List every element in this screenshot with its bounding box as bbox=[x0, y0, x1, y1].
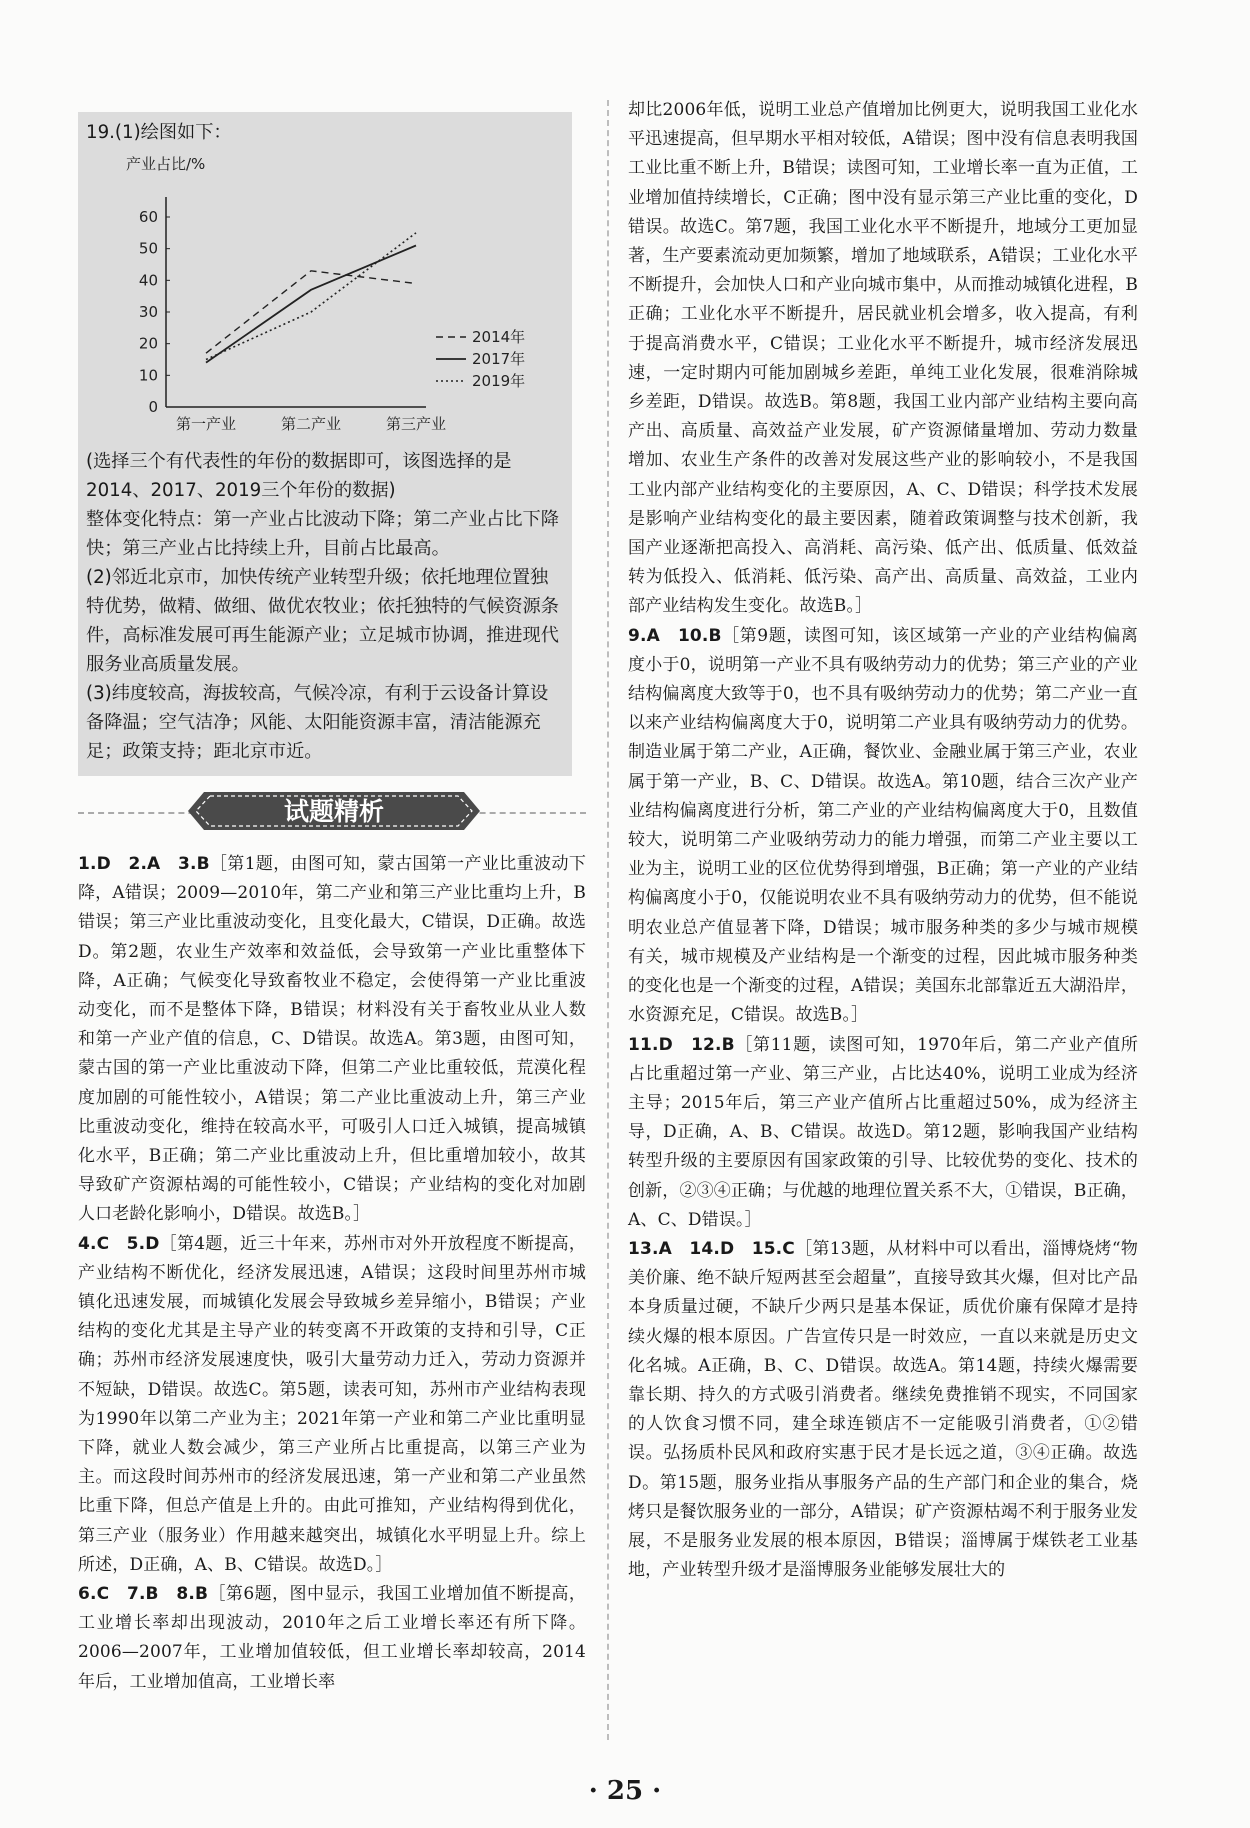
analysis-item bbox=[78, 1230, 586, 1580]
answer-19-trend: 整体变化特点：第一产业占比波动下降；第二产业占比下降快；第三产业占比持续上升，目前占比最高。 bbox=[86, 509, 559, 559]
legend-label: 2014年 bbox=[472, 328, 526, 346]
y-tick-label: 50 bbox=[138, 239, 158, 258]
x-tick-label: 第二产业 bbox=[280, 415, 342, 433]
analysis-text: ［第11题，读图可知，1970年后，第二产业产值所占比重超过第一产业、第三产业，占比达40%，说明工业成为经济主导；2015年后，第三产业产值所占比重超过50%，成为经济主导，D正确，A、B、C错误。故选D。第12题，影响我国产业结构转型升级的主要原因有国家政策的引导、比较优势的变化、技术的创新，②③④正确；与优越的地理位置关系不大，①错误，B正确，A、C、D错误。］ bbox=[628, 1034, 1138, 1230]
right-column bbox=[628, 96, 1138, 1585]
y-tick-label: 40 bbox=[138, 271, 158, 290]
x-tick-label: 第一产业 bbox=[175, 415, 237, 433]
answer-19-part2: (2)邻近北京市，加快传统产业转型升级；依托地理位置独特优势，做精、做细、做优农牧业；依托独特的气候资源条件，高标准发展可再生能源产业；立足城市协调，推进现代服务业高质量发展。 bbox=[86, 567, 559, 675]
answer-19-note: (选择三个有代表性的年份的数据即可，该图选择的是2014、2017、2019三个年份的数据) bbox=[86, 451, 512, 501]
analysis-item bbox=[78, 1580, 586, 1697]
analysis-text: 却比2006年低，说明工业总产值增加比例更大，说明我国工业化水平迅速提高，但早期水平相对较低，A错误；图中没有信息表明我国工业比重不断上升，B错误；读图可知，工业增长率一直为正值，工业增加值持续增长，C正确；图中没有显示第三产业比重的变化，D错误。故选C。第7题，我国工业化水平不断提升，地域分工更加显著，生产要素流动更加频繁，增加了地域联系，A错误；工业化水平不断提升，会加快人口和产业向城市集中，从而推动城镇化进程，B正确；工业化水平不断提升，居民就业机会增多，收入提高，有利于提高消费水平，C错误；工业化水平不断提升，城市经济发展迅速，一定时期内可能加剧城乡差距，单纯工业化发展，很难消除城乡差距，D错误。故选B。第8题，我国工业内部产业结构主要向高产出、高质量、高效益产业发展，矿产资源储量增加、劳动力数量增加、农业生产条件的改善对发展这些产业的影响较小，不是我国工业内部产业结构变化的主要原因，A、C、D错误；科学技术发展是影响产业结构变化的最主要因素，随着政策调整与技术创新，我国产业逐渐把高投入、高消耗、高污染、低产出、低质量、低效益转为低投入、低消耗、低污染、高产出、高质量、高效益，工业内部产业结构发生变化。故选B。］ bbox=[628, 100, 1138, 617]
series-line-2017年 bbox=[206, 246, 416, 363]
answer-19-heading: 19.(1)绘图如下： bbox=[86, 122, 232, 143]
answer-key: 9.A 10.B bbox=[628, 625, 722, 646]
analysis-item bbox=[628, 1235, 1138, 1585]
analysis-item bbox=[628, 622, 1138, 1031]
legend-label: 2017年 bbox=[472, 350, 526, 368]
analysis-item bbox=[628, 96, 1138, 622]
y-tick-label: 30 bbox=[138, 303, 158, 321]
analysis-text: ［第9题，读图可知，该区域第一产业的产业结构偏离度小于0，说明第一产业不具有吸纳劳动力的优势；第三产业的产业结构偏离度大致等于0，也不具有吸纳劳动力的优势；第二产业一直以来产业结构偏离度大于0，说明第二产业具有吸纳劳动力的优势。制造业属于第二产业，A正确，餐饮业、金融业属于第三产业，农业属于第一产业，B、C、D错误。故选A。第10题，结合三次产业产业结构偏离度进行分析，第二产业的产业结构偏离度大于0，且数值较大，说明第二产业吸纳劳动力的能力增强，而第二产业主要以工业为主，说明工业的区位优势得到增强，B正确；第一产业的产业结构偏离度小于0，仅能说明农业不具有吸纳劳动力的优势，但不能说明农业总产值显著下降，D错误；城市服务种类的多少与城市规模有关，城市规模及产业结构是一个渐变的过程，因此城市服务种类的变化也是一个渐变的过程，A错误；美国东北部靠近五大湖沿岸，水资源充足，C错误。故选B。］ bbox=[628, 625, 1139, 1026]
legend-label: 2019年 bbox=[472, 372, 526, 390]
left-column bbox=[78, 112, 586, 1697]
answer-key: 11.D 12.B bbox=[628, 1034, 735, 1055]
y-tick-label: 10 bbox=[138, 366, 158, 385]
x-tick-label: 第三产业 bbox=[385, 415, 447, 433]
y-tick-label: 0 bbox=[148, 398, 158, 416]
section-title-text: 试题精析 bbox=[283, 797, 385, 826]
chart-svg bbox=[86, 147, 556, 447]
column-divider bbox=[607, 100, 609, 1740]
page-number: · 25 · bbox=[588, 1776, 662, 1806]
analysis-item bbox=[628, 1031, 1138, 1235]
section-title bbox=[78, 782, 586, 844]
section-title-badge bbox=[184, 788, 484, 834]
industry-share-chart bbox=[86, 147, 556, 447]
answer-19-box bbox=[78, 112, 572, 776]
y-tick-label: 20 bbox=[138, 334, 158, 353]
left-analysis-list bbox=[78, 850, 586, 1697]
answer-key: 6.C 7.B 8.B bbox=[78, 1584, 209, 1605]
analysis-text: ［第6题，图中显示，我国工业增加值不断提高，工业增长率却出现波动，2010年之后工业增长率还有所下降。2006—2007年，工业增加值较低，但工业增长率却较高，2014年后，工业增加值高，工业增长率 bbox=[78, 1584, 586, 1692]
analysis-text: ［第13题，从材料中可以看出，淄博烧烤“物美价廉、绝不缺斤短两甚至会超量”，直接导致其火爆，但对比产品本身质量过硬，不缺斤少两只是基本保证，质优价廉有保障才是持续火爆的根本原因。广告宣传只是一时效应，一直以来就是历史文化名城。A正确，B、C、D错误。故选A。第14题，持续火爆需要靠长期、持久的方式吸引消费者。继续免费推销不现实，不同国家的人饮食习惯不同，建全球连锁店不一定能吸引消费者，①②错误。弘扬质朴民风和政府实惠于民才是长远之道，③④正确。故选D。第15题，服务业指从事服务产品的生产部门和企业的集合，烧烤只是餐饮服务业的一部分，A错误；矿产资源枯竭不利于服务业发展，不是服务业发展的根本原因，B错误；淄博属于煤铁老工业基地，产业转型升级才是淄博服务业能够发展壮大的 bbox=[628, 1238, 1138, 1581]
answer-key: 1.D 2.A 3.B bbox=[78, 854, 210, 874]
y-tick-label: 60 bbox=[138, 208, 158, 226]
y-axis-label: 产业占比/% bbox=[126, 155, 206, 173]
analysis-text: ［第1题，由图可知，蒙古国第一产业比重波动下降，A错误；2009—2010年，第二产业和第三产业比重均上升，B错误；第三产业比重波动变化，且变化最大，C错误，D正确。故选D。第2题，农业生产效率和效益低，会导致第一产业比重整体下降，A正确；气候变化导致畜牧业不稳定，会使得第一产业比重波动变化，而不是整体下降，B错误；材料没有关于畜牧业从业人数和第一产业产值的信息，C、D错误。故选A。第3题，由图可知，蒙古国的第一产业比重波动下降，但第二产业比重较低，荒漠化程度加剧的可能性较小，A错误；第二产业比重波动上升，第三产业比重波动变化，维持在较高水平，可吸引人口迁入城镇，提高城镇化水平，B正确；第二产业比重波动上升，但比重增加较小，故其导致矿产资源枯竭的可能性较小，C错误；产业结构的变化对加剧人口老龄化影响小，D错误。故选B。］ bbox=[78, 854, 586, 1225]
analysis-item bbox=[78, 850, 586, 1230]
right-analysis-list bbox=[628, 96, 1138, 1585]
answer-19-part3: (3)纬度较高，海拔较高，气候冷凉，有利于云设备计算设备降温；空气洁净；风能、太阳能资源丰富，清洁能源充足；政策支持；距北京市近。 bbox=[86, 683, 549, 762]
answer-key: 4.C 5.D bbox=[78, 1233, 160, 1254]
answer-key: 13.A 14.D 15.C bbox=[628, 1238, 795, 1259]
analysis-text: ［第4题，近三十年来，苏州市对外开放程度不断提高，产业结构不断优化，经济发展迅速，A错误；这段时间里苏州市城镇化迅速发展，而城镇化发展会导致城乡差异缩小，B错误；产业结构的变化尤其是主导产业的转变离不开政策的支持和引导，C正确；苏州市经济发展速度快，吸引大量劳动力迁入，劳动力资源并不短缺，D错误。故选C。第5题，读表可知，苏州市产业结构表现为1990年以第二产业为主；2021年第一产业和第二产业比重明显下降，就业人数会减少，第三产业所占比重提高，以第三产业为主。而这段时间苏州市的经济发展迅速，第一产业和第二产业虽然比重下降，但总产值是上升的。由此可推知，产业结构得到优化，第三产业（服务业）作用越来越突出，城镇化水平明显上升。综上所述，D正确，A、B、C错误。故选D。］ bbox=[78, 1233, 586, 1575]
